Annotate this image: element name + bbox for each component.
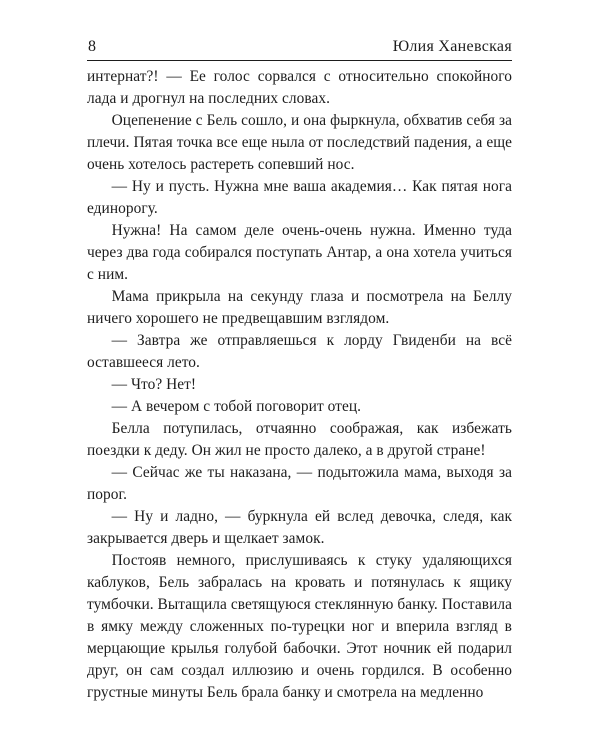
paragraph: Белла потупилась, отчаянно соображая, как избежать поездки к деду. Он жил не просто далеко, а в другой стране! [87,420,512,459]
paragraph: Мама прикрыла на секунду глаза и посмотрела на Беллу ничего хорошего не предвещавшим взглядом. [87,288,512,327]
body-text [87,66,512,704]
book-page [87,36,512,701]
page-number: 8 [88,38,96,55]
paragraph: — Завтра же отправляешься к лорду Гвиденби на всё оставшееся лето. [87,332,512,371]
header-rule [87,60,512,61]
paragraph: Оцепенение с Бель сошло, и она фыркнула, обхватив себя за плечи. Пятая точка все еще ныла от последствий падения, а еще очень хотелось растереть сопевший нос. [87,112,512,173]
paragraph: — А вечером с тобой поговорит отец. [111,398,362,415]
running-title-author: Юлия Ханевская [392,38,512,55]
paragraph: — Сейчас же ты наказана, — подытожила мама, выходя за порог. [87,464,512,503]
paragraph: Постояв немного, прислушиваясь к стуку удаляющихся каблуков, Бель забралась на кровать и потянулась к ящику тумбочки. Вытащила светящуюся стеклянную банку. Поставила в ямку между сложенных по-турецки ног и вперила взгляд в мерцающие крылья голубой бабочки. Этот ночник ей подарил друг, он сам создал иллюзию и очень гордился. В особенно грустные минуты Бель брала банку и смотрела на медленно [87,552,512,701]
paragraph: Нужна! На самом деле очень-очень нужна. Именно туда через два года собирался поступать Антар, а она хотела учиться с ним. [87,222,512,283]
paragraph: интернат?! — Ее голос сорвался с относительно спокойного лада и дрогнул на последних словах. [87,68,512,107]
paragraph: — Ну и пусть. Нужна мне ваша академия… Как пятая нога единорогу. [87,178,512,217]
paragraph: — Что? Нет! [111,376,197,393]
page-header [87,36,512,58]
paragraph: — Ну и ладно, — буркнула ей вслед девочка, следя, как закрывается дверь и щелкает замок. [87,508,512,547]
